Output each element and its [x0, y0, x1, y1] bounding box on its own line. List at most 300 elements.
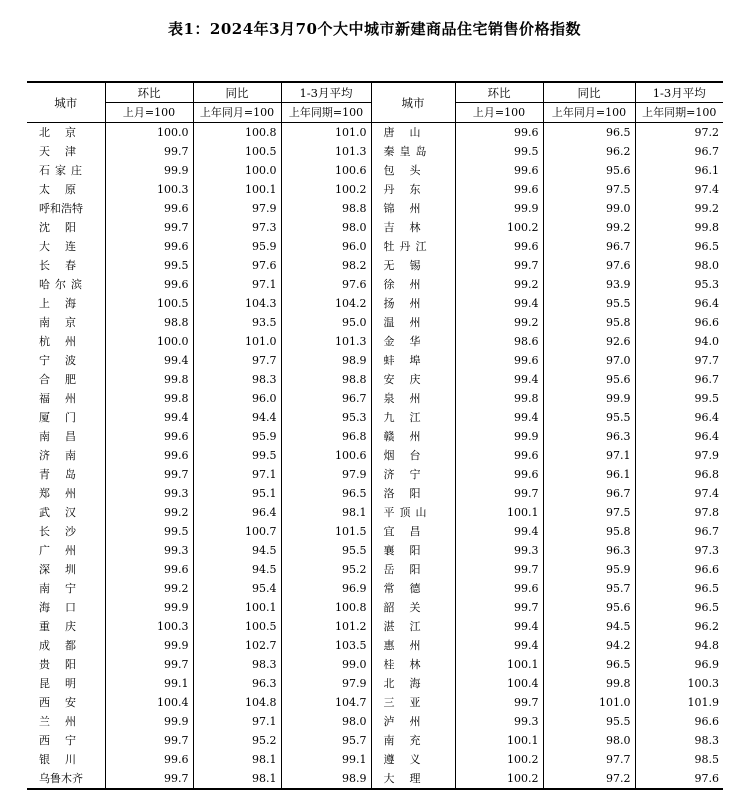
table-row — [27, 484, 723, 503]
mom-value-right: 100.2 — [455, 218, 543, 237]
yoy-value-right: 95.6 — [543, 161, 635, 180]
city-label: 宁波 — [39, 353, 91, 367]
city-label: 呼和浩特 — [39, 201, 83, 215]
city-name-left — [27, 598, 105, 617]
avg-value-left: 96.8 — [281, 427, 371, 446]
city-name-right — [371, 237, 455, 256]
yoy-value-right: 97.0 — [543, 351, 635, 370]
city-label: 平顶山 — [383, 505, 432, 519]
city-label: 岳阳 — [383, 562, 436, 576]
avg-value-left: 98.1 — [281, 503, 371, 522]
city-label: 宜昌 — [383, 524, 436, 538]
city-name-right — [371, 655, 455, 674]
avg-value-right: 97.9 — [694, 448, 719, 462]
mom-value-right: 100.2 — [455, 769, 543, 789]
avg-value-left: 103.5 — [281, 636, 371, 655]
mom-value-left: 99.9 — [105, 161, 193, 180]
city-name-left — [27, 465, 105, 484]
city-label: 包头 — [383, 163, 436, 177]
city-label: 常德 — [383, 581, 436, 595]
yoy-value-left: 99.5 — [193, 446, 281, 465]
city-name-left — [27, 484, 105, 503]
table-row — [27, 389, 723, 408]
city-name-right — [371, 313, 455, 332]
mom-value-left: 99.7 — [105, 655, 193, 674]
avg-value-left: 99.1 — [281, 750, 371, 769]
avg-value-right: 99.2 — [694, 201, 719, 215]
avg-value-left: 98.0 — [281, 712, 371, 731]
city-label: 九江 — [383, 410, 436, 424]
yoy-value-right: 96.7 — [543, 237, 635, 256]
yoy-value-right: 95.5 — [543, 294, 635, 313]
avg-value-left: 98.8 — [281, 199, 371, 218]
city-name-left — [27, 370, 105, 389]
mom-value-right: 99.6 — [455, 351, 543, 370]
mom-value-left: 99.7 — [105, 218, 193, 237]
city-name-left — [27, 560, 105, 579]
avg-value-left: 96.9 — [281, 579, 371, 598]
mom-value-right: 99.2 — [455, 313, 543, 332]
mom-value-right: 99.4 — [455, 408, 543, 427]
table-row — [27, 256, 723, 275]
mom-value-right: 99.5 — [455, 142, 543, 161]
yoy-value-right: 97.5 — [543, 503, 635, 522]
mom-value-left: 99.6 — [105, 750, 193, 769]
yoy-value-right: 99.2 — [543, 218, 635, 237]
city-label: 成都 — [39, 638, 91, 652]
city-name-left — [27, 446, 105, 465]
city-label: 乌鲁木齐 — [39, 771, 83, 785]
city-name-right — [371, 294, 455, 313]
yoy-value-left: 96.3 — [193, 674, 281, 693]
city-name-right — [371, 731, 455, 750]
yoy-value-right: 95.5 — [543, 408, 635, 427]
avg-value-left: 96.5 — [281, 484, 371, 503]
table-row — [27, 560, 723, 579]
mom-value-left: 99.7 — [105, 142, 193, 161]
avg-value-right: 96.2 — [694, 619, 719, 633]
avg-value-right: 96.4 — [694, 429, 719, 443]
table-row — [27, 503, 723, 522]
yoy-value-right: 99.0 — [543, 199, 635, 218]
city-name-right — [371, 389, 455, 408]
mom-value-left: 99.5 — [105, 522, 193, 541]
city-label: 北京 — [39, 125, 91, 139]
city-name-left — [27, 503, 105, 522]
city-name-right — [371, 332, 455, 351]
avg-value-left: 100.8 — [281, 598, 371, 617]
yoy-value-left: 98.3 — [193, 370, 281, 389]
mom-value-right: 99.6 — [455, 180, 543, 199]
mom-value-left: 99.6 — [105, 275, 193, 294]
avg-value-left: 95.2 — [281, 560, 371, 579]
city-name-right — [371, 674, 455, 693]
city-name-left — [27, 541, 105, 560]
city-label: 北海 — [383, 676, 436, 690]
city-name-left — [27, 750, 105, 769]
avg-value-right: 96.7 — [694, 524, 719, 538]
city-label: 吉林 — [383, 220, 436, 234]
header-mom-base-right: 上月=100 — [455, 103, 543, 123]
city-label: 石家庄 — [39, 163, 87, 177]
city-name-left — [27, 332, 105, 351]
mom-value-right: 99.7 — [455, 484, 543, 503]
yoy-value-left: 100.1 — [193, 180, 281, 199]
header-mom-base-left: 上月=100 — [105, 103, 193, 123]
mom-value-right: 99.2 — [455, 275, 543, 294]
mom-value-left: 99.2 — [105, 579, 193, 598]
yoy-value-right: 97.6 — [543, 256, 635, 275]
city-label: 泉州 — [383, 391, 436, 405]
yoy-value-right: 96.5 — [543, 123, 635, 143]
city-name-left — [27, 693, 105, 712]
yoy-value-right: 94.5 — [543, 617, 635, 636]
city-name-right — [371, 256, 455, 275]
yoy-value-right: 94.2 — [543, 636, 635, 655]
yoy-value-right: 93.9 — [543, 275, 635, 294]
avg-value-right: 97.4 — [694, 182, 719, 196]
yoy-value-left: 94.4 — [193, 408, 281, 427]
avg-value-left: 104.7 — [281, 693, 371, 712]
mom-value-left: 100.0 — [105, 332, 193, 351]
mom-value-left: 99.2 — [105, 503, 193, 522]
avg-value-right: 96.5 — [694, 239, 719, 253]
avg-value-left: 101.3 — [281, 142, 371, 161]
city-label: 烟台 — [383, 448, 436, 462]
yoy-value-left: 98.1 — [193, 769, 281, 789]
city-name-left — [27, 161, 105, 180]
city-label: 徐州 — [383, 277, 436, 291]
mom-value-left: 100.4 — [105, 693, 193, 712]
mom-value-right: 99.8 — [455, 389, 543, 408]
city-label: 南昌 — [39, 429, 91, 443]
mom-value-left: 98.8 — [105, 313, 193, 332]
avg-value-left: 97.6 — [281, 275, 371, 294]
table-row — [27, 446, 723, 465]
yoy-value-right: 95.8 — [543, 522, 635, 541]
city-label: 湛江 — [383, 619, 436, 633]
avg-value-right: 96.1 — [694, 163, 719, 177]
yoy-value-right: 96.2 — [543, 142, 635, 161]
city-label: 武汉 — [39, 505, 91, 519]
yoy-value-right: 95.5 — [543, 712, 635, 731]
avg-value-right: 97.2 — [694, 125, 719, 139]
table-row — [27, 598, 723, 617]
yoy-value-left: 97.7 — [193, 351, 281, 370]
city-name-right — [371, 636, 455, 655]
city-label: 深圳 — [39, 562, 91, 576]
yoy-value-left: 95.1 — [193, 484, 281, 503]
yoy-value-right: 97.2 — [543, 769, 635, 789]
city-name-right — [371, 579, 455, 598]
mom-value-left: 99.9 — [105, 712, 193, 731]
city-label: 惠州 — [383, 638, 436, 652]
city-label: 金华 — [383, 334, 436, 348]
mom-value-right: 100.2 — [455, 750, 543, 769]
avg-value-left: 95.3 — [281, 408, 371, 427]
city-name-right — [371, 351, 455, 370]
city-label: 温州 — [383, 315, 436, 329]
mom-value-right: 100.1 — [455, 731, 543, 750]
yoy-value-right: 95.9 — [543, 560, 635, 579]
city-label: 丹东 — [383, 182, 436, 196]
table-row — [27, 199, 723, 218]
mom-value-right: 100.1 — [455, 655, 543, 674]
city-label: 银川 — [39, 752, 91, 766]
avg-value-left: 100.6 — [281, 446, 371, 465]
mom-value-left: 99.3 — [105, 541, 193, 560]
mom-value-left: 99.4 — [105, 408, 193, 427]
mom-value-right: 98.6 — [455, 332, 543, 351]
yoy-value-left: 95.9 — [193, 427, 281, 446]
city-label: 长春 — [39, 258, 91, 272]
yoy-value-right: 99.8 — [543, 674, 635, 693]
avg-value-right: 97.7 — [694, 353, 719, 367]
table-row — [27, 275, 723, 294]
avg-value-right: 94.0 — [694, 334, 719, 348]
city-label: 安庆 — [383, 372, 436, 386]
mom-value-right: 100.4 — [455, 674, 543, 693]
city-name-right — [371, 370, 455, 389]
avg-value-left: 95.7 — [281, 731, 371, 750]
mom-value-right: 99.9 — [455, 427, 543, 446]
header-avg-right: 1-3月平均 — [635, 82, 723, 103]
mom-value-left: 99.3 — [105, 484, 193, 503]
table-row — [27, 123, 723, 143]
yoy-value-right: 95.7 — [543, 579, 635, 598]
mom-value-right: 99.4 — [455, 294, 543, 313]
city-name-left — [27, 142, 105, 161]
table-row — [27, 750, 723, 769]
table-row — [27, 522, 723, 541]
yoy-value-left: 102.7 — [193, 636, 281, 655]
city-name-left — [27, 769, 105, 789]
yoy-value-left: 94.5 — [193, 541, 281, 560]
city-label: 锦州 — [383, 201, 436, 215]
city-label: 赣州 — [383, 429, 436, 443]
city-name-left — [27, 389, 105, 408]
yoy-value-right: 97.5 — [543, 180, 635, 199]
city-name-right — [371, 617, 455, 636]
page-title: 表1：2024年3月70个大中城市新建商品住宅销售价格指数 — [168, 20, 581, 38]
yoy-value-right: 97.7 — [543, 750, 635, 769]
city-label: 洛阳 — [383, 486, 436, 500]
avg-value-right: 96.4 — [694, 410, 719, 424]
table-row — [27, 161, 723, 180]
header-avg-left: 1-3月平均 — [281, 82, 371, 103]
table-row — [27, 313, 723, 332]
city-name-left — [27, 351, 105, 370]
city-name-left — [27, 256, 105, 275]
avg-value-right: 96.8 — [694, 467, 719, 481]
city-label: 西安 — [39, 695, 91, 709]
city-label: 广州 — [39, 543, 91, 557]
city-label: 蚌埠 — [383, 353, 436, 367]
city-name-left — [27, 712, 105, 731]
city-label: 兰州 — [39, 714, 91, 728]
yoy-value-left: 97.1 — [193, 712, 281, 731]
city-label: 大连 — [39, 239, 91, 253]
table-row — [27, 237, 723, 256]
yoy-value-left: 98.1 — [193, 750, 281, 769]
city-name-right — [371, 693, 455, 712]
avg-value-left: 101.5 — [281, 522, 371, 541]
yoy-value-left: 104.8 — [193, 693, 281, 712]
city-label: 西宁 — [39, 733, 91, 747]
avg-value-left: 104.2 — [281, 294, 371, 313]
mom-value-left: 100.3 — [105, 180, 193, 199]
yoy-value-left: 100.8 — [193, 123, 281, 143]
table-row — [27, 370, 723, 389]
avg-value-left: 98.0 — [281, 218, 371, 237]
city-label: 济宁 — [383, 467, 436, 481]
city-label: 郑州 — [39, 486, 91, 500]
header-yoy-base-right: 上年同月=100 — [543, 103, 635, 123]
table-row — [27, 332, 723, 351]
avg-value-left: 95.0 — [281, 313, 371, 332]
yoy-value-left: 97.1 — [193, 275, 281, 294]
mom-value-right: 99.6 — [455, 579, 543, 598]
mom-value-left: 99.7 — [105, 769, 193, 789]
mom-value-right: 99.3 — [455, 712, 543, 731]
yoy-value-right: 96.3 — [543, 541, 635, 560]
yoy-value-right: 98.0 — [543, 731, 635, 750]
avg-value-left: 98.2 — [281, 256, 371, 275]
yoy-value-right: 101.0 — [543, 693, 635, 712]
mom-value-right: 99.4 — [455, 522, 543, 541]
table-row — [27, 218, 723, 237]
yoy-value-left: 100.1 — [193, 598, 281, 617]
city-name-right — [371, 427, 455, 446]
mom-value-right: 100.1 — [455, 503, 543, 522]
city-name-left — [27, 427, 105, 446]
mom-value-right: 99.7 — [455, 560, 543, 579]
avg-value-left: 101.0 — [281, 123, 371, 143]
avg-value-right: 96.5 — [694, 600, 719, 614]
city-label: 南宁 — [39, 581, 91, 595]
table-row — [27, 769, 723, 789]
city-name-right — [371, 750, 455, 769]
yoy-value-left: 94.5 — [193, 560, 281, 579]
mom-value-right: 99.4 — [455, 370, 543, 389]
table-row — [27, 408, 723, 427]
mom-value-left: 99.6 — [105, 427, 193, 446]
avg-value-left: 98.8 — [281, 370, 371, 389]
avg-value-right: 94.8 — [694, 638, 719, 652]
mom-value-left: 100.3 — [105, 617, 193, 636]
yoy-value-left: 100.5 — [193, 617, 281, 636]
table-row — [27, 142, 723, 161]
yoy-value-right: 95.6 — [543, 370, 635, 389]
avg-value-right: 97.4 — [694, 486, 719, 500]
yoy-value-right: 96.1 — [543, 465, 635, 484]
city-label: 太原 — [39, 182, 91, 196]
city-label: 贵阳 — [39, 657, 91, 671]
mom-value-right: 99.4 — [455, 617, 543, 636]
city-label: 昆明 — [39, 676, 91, 690]
city-name-left — [27, 731, 105, 750]
avg-value-left: 100.6 — [281, 161, 371, 180]
yoy-value-left: 96.4 — [193, 503, 281, 522]
avg-value-right: 100.3 — [687, 676, 719, 690]
city-name-right — [371, 503, 455, 522]
yoy-value-right: 96.5 — [543, 655, 635, 674]
city-label: 扬州 — [383, 296, 436, 310]
city-name-right — [371, 199, 455, 218]
mom-value-right: 99.6 — [455, 465, 543, 484]
avg-value-right: 97.3 — [694, 543, 719, 557]
yoy-value-left: 100.5 — [193, 142, 281, 161]
mom-value-left: 99.6 — [105, 237, 193, 256]
city-label: 沈阳 — [39, 220, 91, 234]
city-label: 上海 — [39, 296, 91, 310]
yoy-value-left: 100.7 — [193, 522, 281, 541]
city-name-right — [371, 161, 455, 180]
city-label: 海口 — [39, 600, 91, 614]
avg-value-right: 97.8 — [694, 505, 719, 519]
city-name-left — [27, 237, 105, 256]
avg-value-left: 100.2 — [281, 180, 371, 199]
city-name-left — [27, 617, 105, 636]
table-row — [27, 655, 723, 674]
table-row — [27, 712, 723, 731]
mom-value-left: 99.8 — [105, 370, 193, 389]
city-name-left — [27, 180, 105, 199]
mom-value-left: 100.5 — [105, 294, 193, 313]
yoy-value-left: 100.0 — [193, 161, 281, 180]
price-index-table — [27, 81, 723, 790]
yoy-value-right: 99.9 — [543, 389, 635, 408]
city-name-left — [27, 313, 105, 332]
avg-value-right: 97.6 — [635, 769, 723, 789]
avg-value-right: 96.9 — [694, 657, 719, 671]
avg-value-right: 96.4 — [694, 296, 719, 310]
city-name-right — [371, 769, 455, 789]
mom-value-left: 99.6 — [105, 446, 193, 465]
city-name-right — [371, 712, 455, 731]
table-row — [27, 617, 723, 636]
yoy-value-left: 95.9 — [193, 237, 281, 256]
city-label: 桂林 — [383, 657, 436, 671]
city-name-left — [27, 674, 105, 693]
yoy-value-left: 97.6 — [193, 256, 281, 275]
city-label: 襄阳 — [383, 543, 436, 557]
city-name-right — [371, 560, 455, 579]
city-name-right — [371, 522, 455, 541]
city-label: 牡丹江 — [383, 239, 432, 253]
avg-value-right: 96.7 — [694, 372, 719, 386]
city-label: 南充 — [383, 733, 436, 747]
table-row — [27, 541, 723, 560]
yoy-value-right: 97.1 — [543, 446, 635, 465]
header-city-right: 城市 — [371, 82, 455, 123]
city-name-left — [27, 123, 105, 143]
mom-value-left: 99.7 — [105, 465, 193, 484]
table-row — [27, 180, 723, 199]
mom-value-left: 99.4 — [105, 351, 193, 370]
city-name-right — [371, 446, 455, 465]
city-name-left — [27, 408, 105, 427]
city-name-right — [371, 180, 455, 199]
city-label: 南京 — [39, 315, 91, 329]
avg-value-left: 101.3 — [281, 332, 371, 351]
city-name-right — [371, 484, 455, 503]
yoy-value-left: 97.9 — [193, 199, 281, 218]
mom-value-left: 99.9 — [105, 598, 193, 617]
mom-value-left: 99.6 — [105, 199, 193, 218]
avg-value-right: 96.7 — [694, 144, 719, 158]
yoy-value-left: 101.0 — [193, 332, 281, 351]
